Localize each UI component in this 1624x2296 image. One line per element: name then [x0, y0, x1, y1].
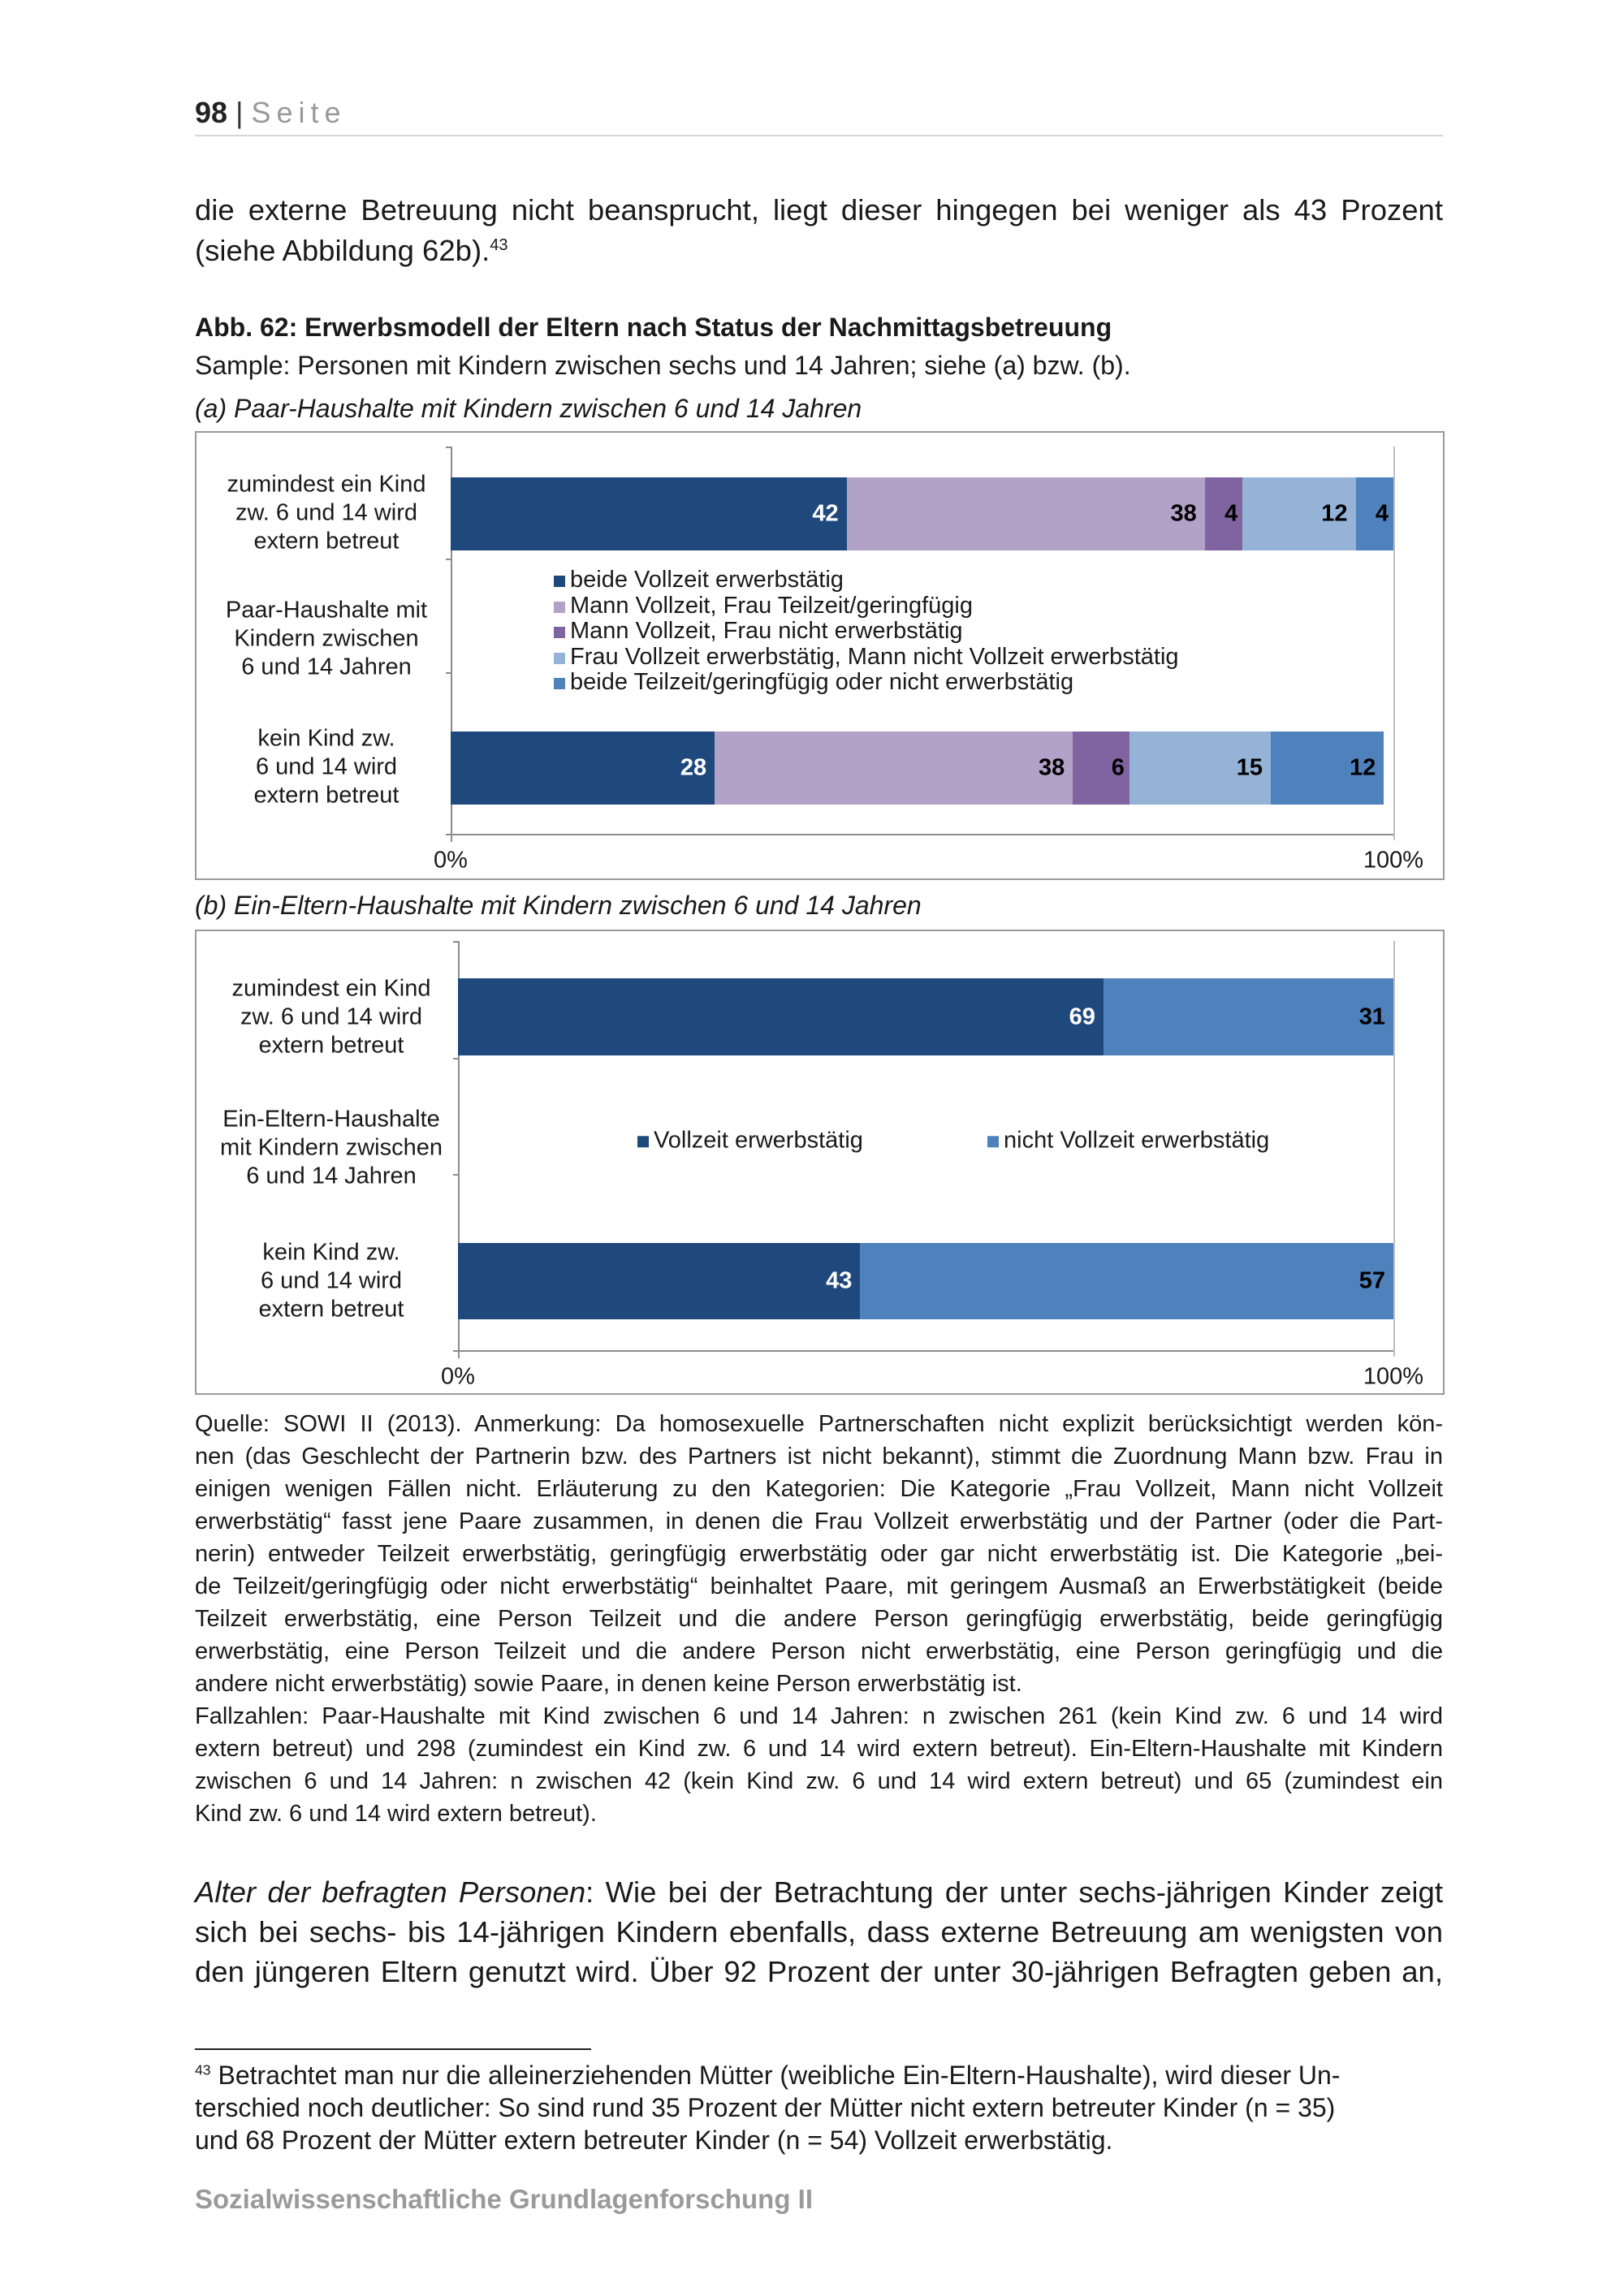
legend-swatch — [554, 576, 565, 587]
section-line: den jüngeren Eltern genutzt wird. Über 92 Prozent der unter 30-jährigen Befragten geben an, — [195, 1955, 1443, 1988]
footnote-line: terschied noch deutlicher: So sind rund 35 Prozent der Mütter nicht extern betreuter Kinder (n = 35) — [195, 2093, 1336, 2122]
data-label: 15 — [1236, 754, 1263, 781]
legend-item — [554, 568, 1179, 593]
y-tick — [453, 1350, 460, 1352]
legend-item — [987, 1128, 1269, 1154]
note-line: zwischen 6 und 14 Jahren: n zwischen 42 (kein Kind zw. 6 und 14 wird extern betreut) und 65 (zumindest ein — [195, 1768, 1443, 1794]
bar-segment — [1356, 477, 1393, 550]
category-label-line: 6 und 14 Jahren — [246, 1163, 417, 1189]
legend-swatch — [554, 602, 565, 613]
data-label: 4 — [1375, 500, 1389, 527]
category-label-line: kein Kind zw. — [257, 725, 395, 752]
bar-segment — [1271, 732, 1384, 805]
intro-line — [195, 234, 1443, 268]
y-tick — [453, 941, 460, 943]
data-label: 4 — [1224, 500, 1238, 527]
category-label-line: 6 und 14 Jahren — [241, 654, 412, 680]
section-line — [195, 1875, 1443, 1910]
legend-label: Vollzeit erwerbstätig — [654, 1127, 863, 1154]
bar-segment — [1073, 732, 1129, 805]
legend-swatch — [554, 653, 565, 664]
section-line: sich bei sechs- bis 14-jährigen Kindern ebenfalls, dass externe Betreuung am wenigsten von — [195, 1915, 1443, 1949]
category-label-line: zumindest ein Kind — [231, 975, 431, 1002]
legend-swatch — [637, 1136, 649, 1147]
legend-item — [554, 645, 1179, 671]
data-label: 31 — [1358, 1003, 1385, 1029]
footnote-line: und 68 Prozent der Mütter extern betreuter Kinder (n = 54) Vollzeit erwerbstätig. — [195, 2126, 1113, 2155]
footnote-number: 43 — [195, 2061, 211, 2078]
x-tick-label: 100% — [1363, 1363, 1424, 1390]
footnote-line — [195, 2061, 1340, 2091]
note-line: nerin) entweder Teilzeit erwerbstätig, geringfügig erwerbstätig oder gar nicht erwerbstätig ist. Die Kategorie „bei- — [195, 1541, 1443, 1567]
category-label-line: Kindern zwischen — [234, 625, 419, 652]
x-axis — [451, 834, 1393, 835]
note-line: nen (das Geschlecht der Partnerin bzw. des Partners ist nicht bekannt), stimmt die Zuordnung Mann bzw. Frau in — [195, 1444, 1443, 1470]
note-line: andere nicht erwerbstätig) sowie Paare, in denen keine Person erwerbstätig ist. — [195, 1671, 1022, 1697]
data-label: 12 — [1321, 500, 1348, 527]
data-label: 43 — [826, 1267, 853, 1294]
category-label — [201, 1239, 461, 1324]
note-line: Kind zw. 6 und 14 wird extern betreut). — [195, 1801, 597, 1827]
gridline-100 — [1393, 941, 1395, 1357]
category-label-line: Ein-Eltern-Haushalte — [222, 1106, 440, 1133]
data-label: 57 — [1358, 1267, 1385, 1294]
category-label — [197, 597, 456, 682]
legend-label: beide Vollzeit erwerbstätig — [570, 567, 844, 593]
category-label-line: extern betreut — [258, 1296, 404, 1323]
category-label-line: extern betreut — [253, 528, 400, 555]
legend-label: Mann Vollzeit, Frau Teilzeit/geringfügig — [570, 592, 973, 619]
legend-item — [554, 593, 1179, 619]
note-line: Teilzeit erwerbstätig, eine Person Teilzeit und die andere Person geringfügig erwerbstätig, beide geringfügig — [195, 1606, 1443, 1632]
x-tick-label: 0% — [434, 847, 468, 874]
category-label-line: kein Kind zw. — [262, 1239, 400, 1266]
legend-swatch — [987, 1136, 999, 1147]
note-line: Quelle: SOWI II (2013). Anmerkung: Da homosexuelle Partnerschaften nicht explizit berücksichtigt werden kön- — [195, 1411, 1443, 1437]
bar-segment — [458, 978, 1104, 1055]
footnote-rule — [195, 2048, 591, 2050]
bar-segment — [1242, 477, 1355, 550]
x-axis — [458, 1350, 1393, 1352]
y-tick — [446, 834, 452, 835]
bar-segment — [458, 1243, 860, 1319]
header-rule — [195, 135, 1443, 136]
x-tick-label: 0% — [441, 1363, 475, 1390]
data-label: 38 — [1170, 500, 1197, 527]
legend-label: beide Teilzeit/geringfügig oder nicht erwerbstätig — [570, 669, 1074, 695]
intro-text: (siehe Abbildung 62b). — [195, 234, 490, 267]
bar-segment — [860, 1243, 1393, 1319]
category-label-line: extern betreut — [253, 782, 400, 809]
category-label — [201, 1106, 461, 1191]
note-line: einigen wenigen Fällen nicht. Erläuterung zu den Kategorien: Die Kategorie „Frau Vollzeit, Mann nicht Vollzeit — [195, 1476, 1443, 1502]
bar-segment — [715, 732, 1073, 805]
legend-item — [554, 670, 1179, 696]
category-label — [201, 975, 461, 1060]
category-label-line: zw. 6 und 14 wird — [240, 1003, 423, 1030]
note-line: Fallzahlen: Paar-Haushalte mit Kind zwischen 6 und 14 Jahren: n zwischen 261 (kein Kind zw. 6 und 14 wird — [195, 1703, 1443, 1729]
data-label: 6 — [1111, 754, 1125, 781]
data-label: 28 — [680, 754, 707, 781]
x-tick-label: 100% — [1363, 847, 1424, 874]
legend-label: nicht Vollzeit erwerbstätig — [1004, 1127, 1270, 1154]
chart-a — [195, 431, 1445, 880]
figure-sample: Sample: Personen mit Kindern zwischen sechs und 14 Jahren; siehe (a) bzw. (b). — [195, 351, 1131, 380]
legend-swatch — [554, 678, 565, 689]
section-lead: Alter der befragten Personen — [195, 1875, 586, 1909]
chart-b-subtitle: (b) Ein-Eltern-Haushalte mit Kindern zwischen 6 und 14 Jahren — [195, 891, 922, 920]
intro-line: die externe Betreuung nicht beansprucht, liegt dieser hingegen bei weniger als 43 Prozent — [195, 193, 1443, 227]
category-label-line: extern betreut — [258, 1032, 404, 1059]
chart-a-subtitle: (a) Paar-Haushalte mit Kindern zwischen 6 und 14 Jahren — [195, 394, 862, 423]
data-label: 38 — [1038, 754, 1065, 781]
note-line: de Teilzeit/geringfügig oder nicht erwerbstätig“ beinhaltet Paare, mit geringem Ausmaß an Erwerbstätigkeit (beide — [195, 1573, 1443, 1599]
footnote-ref[interactable]: 43 — [490, 235, 508, 254]
header-separator: | — [235, 96, 244, 129]
legend-label: Frau Vollzeit erwerbstätig, Mann nicht Vollzeit erwerbstätig — [570, 643, 1179, 670]
note-line: extern betreut) und 298 (zumindest ein Kind zw. 6 und 14 wird extern betreut). Ein-Eltern-Haushalte mit Kindern — [195, 1736, 1443, 1762]
page-footer: Sozialwissenschaftliche Grundlagenforschung II — [195, 2184, 813, 2214]
header-label: Seite — [251, 96, 347, 129]
footnote-text: Betrachtet man nur die alleinerziehenden Mütter (weibliche Ein-Eltern-Haushalte), wird dieser Un- — [218, 2061, 1341, 2090]
category-label — [197, 471, 456, 556]
note-line: erwerbstätig, eine Person Teilzeit und die andere Person nicht erwerbstätig, eine Person geringfügig und die — [195, 1638, 1443, 1664]
chart-b — [195, 930, 1445, 1395]
legend-swatch — [554, 627, 565, 638]
data-label: 12 — [1350, 754, 1376, 781]
section-text: : Wie bei der Betrachtung der unter sechs-jährigen Kinder zeigt — [585, 1875, 1443, 1909]
bar-segment — [451, 477, 847, 550]
page-header — [195, 96, 347, 130]
bar-segment — [1129, 732, 1271, 805]
category-label-line: zumindest ein Kind — [227, 471, 426, 498]
legend-label: Mann Vollzeit, Frau nicht erwerbstätig — [570, 618, 963, 644]
data-label: 42 — [812, 500, 839, 527]
category-label-line: Paar-Haushalte mit — [225, 597, 428, 624]
legend-item — [554, 619, 1179, 645]
legend-item — [637, 1128, 863, 1154]
note-line: erwerbstätig“ fasst jene Paare zusammen, in denen die Frau Vollzeit erwerbstätig und der Partner (oder die Part- — [195, 1508, 1443, 1534]
bar-segment — [451, 732, 715, 805]
y-tick — [446, 447, 452, 448]
category-label-line: zw. 6 und 14 wird — [235, 499, 418, 526]
category-label — [197, 725, 456, 810]
category-label-line: mit Kindern zwischen — [220, 1134, 443, 1161]
bar-segment — [1205, 477, 1242, 550]
legend — [554, 568, 1179, 696]
category-label-line: 6 und 14 wird — [255, 753, 398, 780]
y-tick — [446, 559, 452, 560]
gridline-100 — [1393, 447, 1395, 840]
category-label-line: 6 und 14 wird — [260, 1267, 403, 1294]
data-label: 69 — [1069, 1003, 1095, 1029]
page-number: 98 — [195, 96, 228, 129]
bar-segment — [1104, 978, 1393, 1055]
figure-title: Abb. 62: Erwerbsmodell der Eltern nach Status der Nachmittagsbetreuung — [195, 313, 1112, 342]
bar-segment — [847, 477, 1205, 550]
